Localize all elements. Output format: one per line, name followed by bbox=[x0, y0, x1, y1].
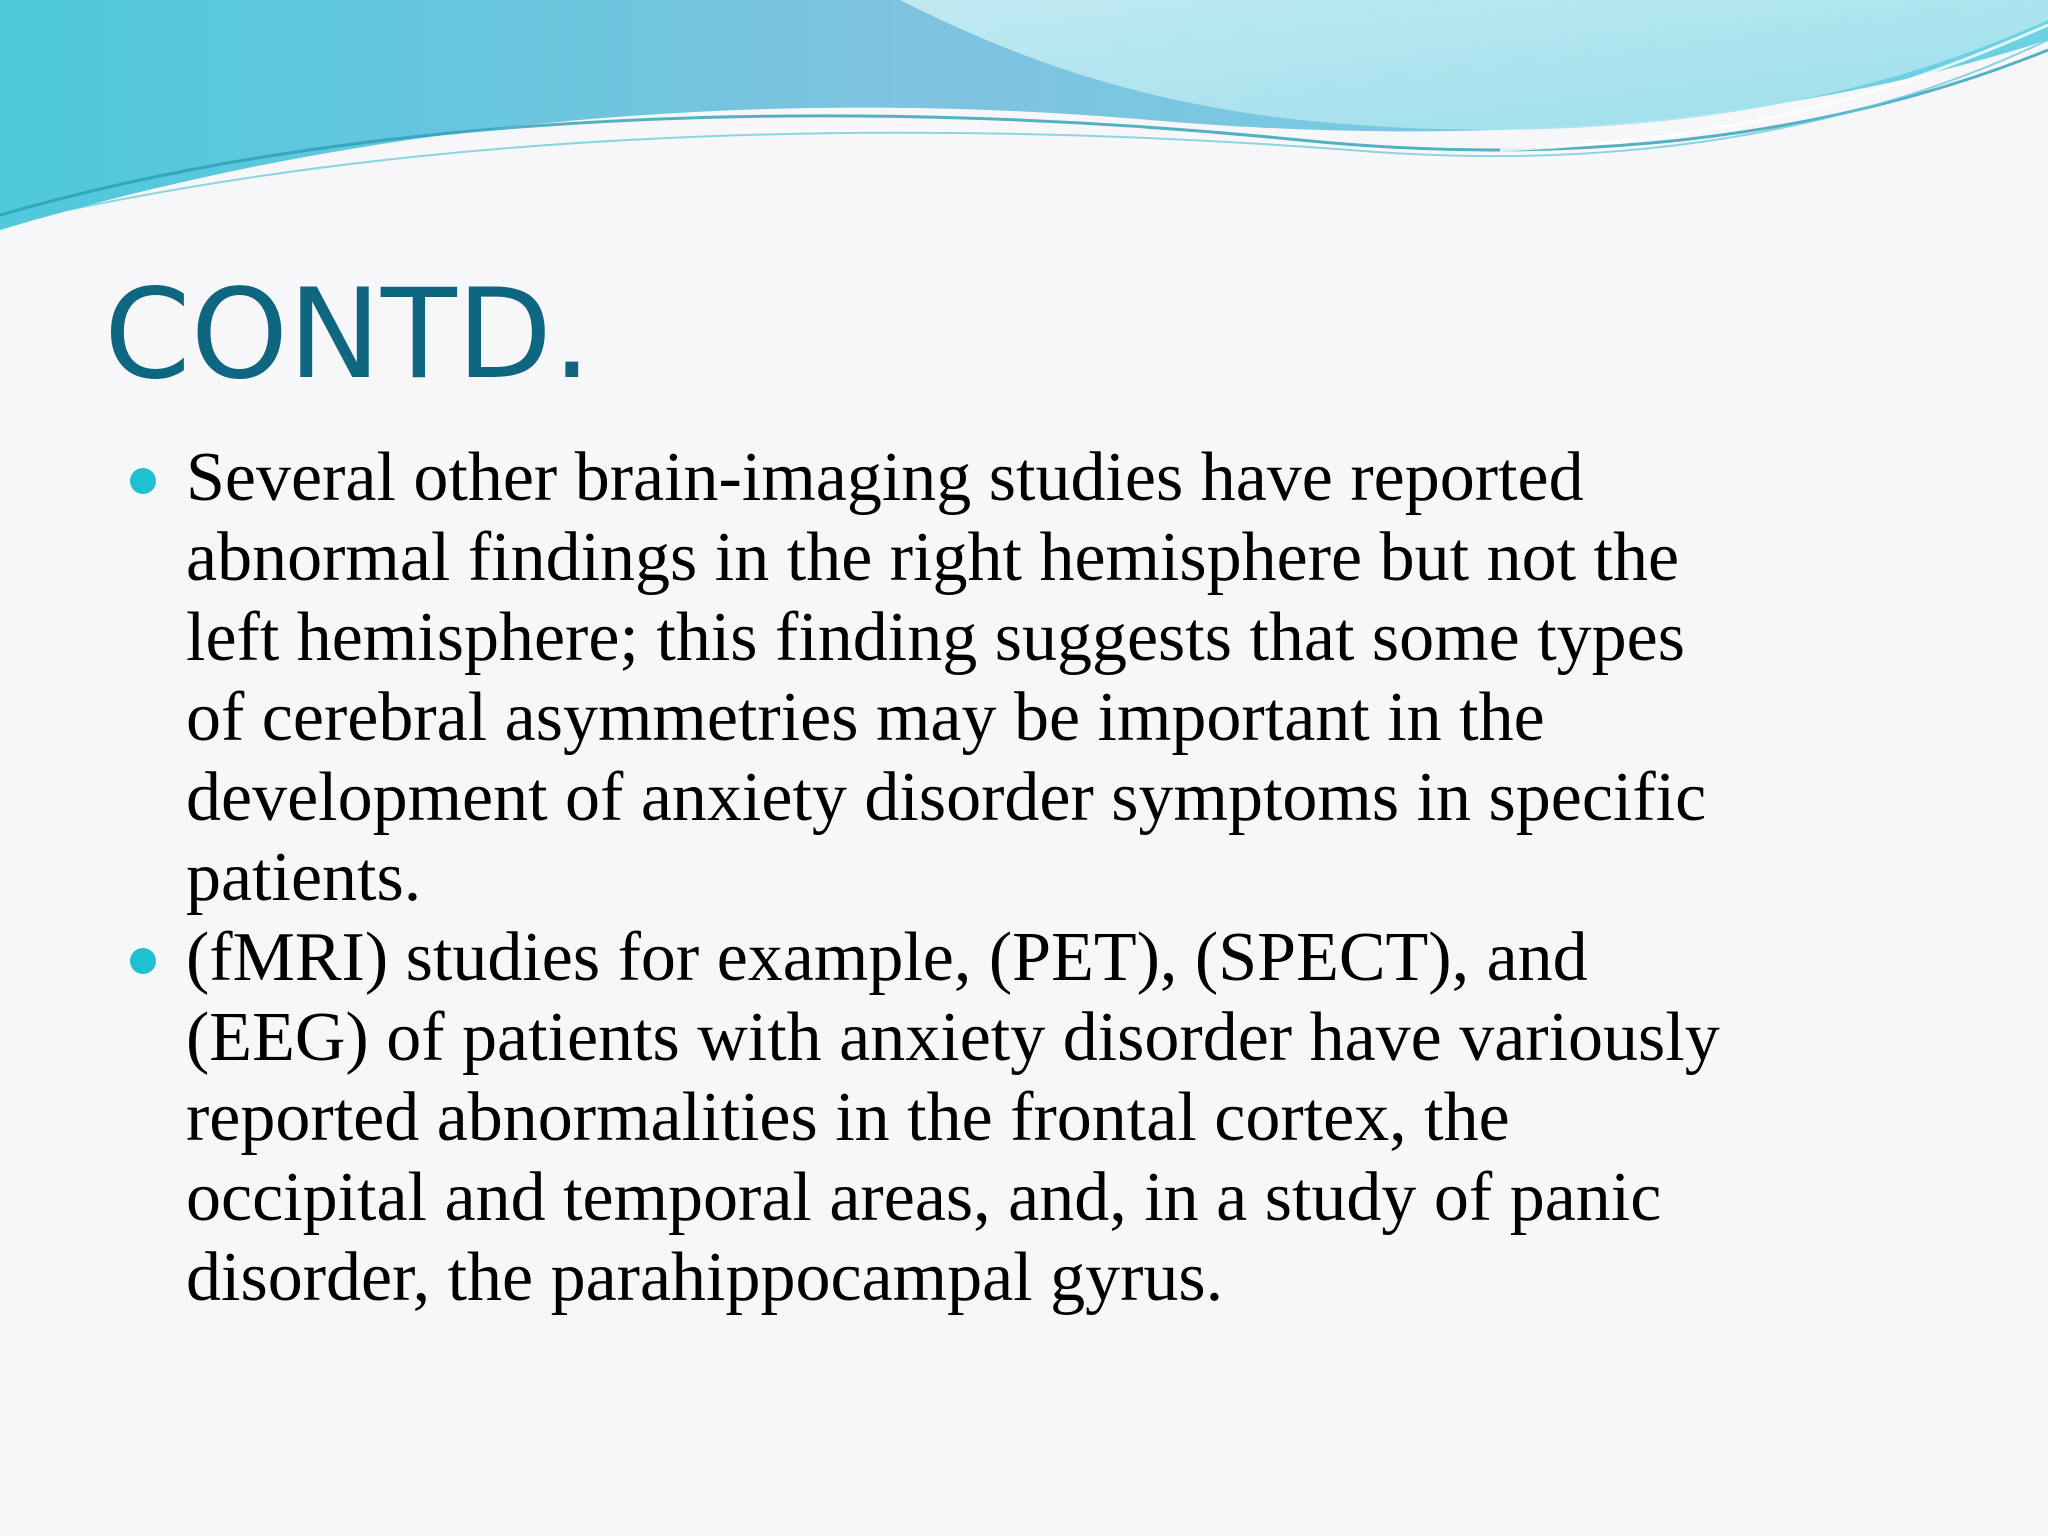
bullet-text-line: occipital and temporal areas, and, in a study of panic bbox=[186, 1159, 1662, 1236]
bullet-text-line: (EEG) of patients with anxiety disorder have variously bbox=[186, 999, 1720, 1076]
bullet-text-line: development of anxiety disorder symptoms in specific bbox=[186, 759, 1707, 836]
bullet-text-line: of cerebral asymmetries may be important in the bbox=[186, 679, 1545, 756]
bullet-item bbox=[130, 918, 1960, 1318]
bullet-text-line: (fMRI) studies for example, (PET), (SPECT), and bbox=[186, 919, 1588, 996]
bullet-text-line: reported abnormalities in the frontal cortex, the bbox=[186, 1079, 1510, 1156]
bullet-text-line: patients. bbox=[186, 839, 422, 916]
bullet-dot-icon bbox=[130, 468, 156, 494]
slide-title: CONTD. bbox=[104, 263, 592, 407]
header-wave-decoration bbox=[0, 0, 2048, 240]
bullet-text-line: abnormal findings in the right hemisphere but not the bbox=[186, 519, 1680, 596]
bullet-dot-icon bbox=[130, 948, 156, 974]
bullet-text-line: left hemisphere; this finding suggests that some types bbox=[186, 599, 1685, 676]
bullet-text-line: disorder, the parahippocampal gyrus. bbox=[186, 1239, 1224, 1316]
bullet-text-line: Several other brain-imaging studies have reported bbox=[186, 439, 1584, 516]
bullet-item bbox=[130, 438, 1960, 918]
bullet-list bbox=[130, 438, 1960, 1318]
